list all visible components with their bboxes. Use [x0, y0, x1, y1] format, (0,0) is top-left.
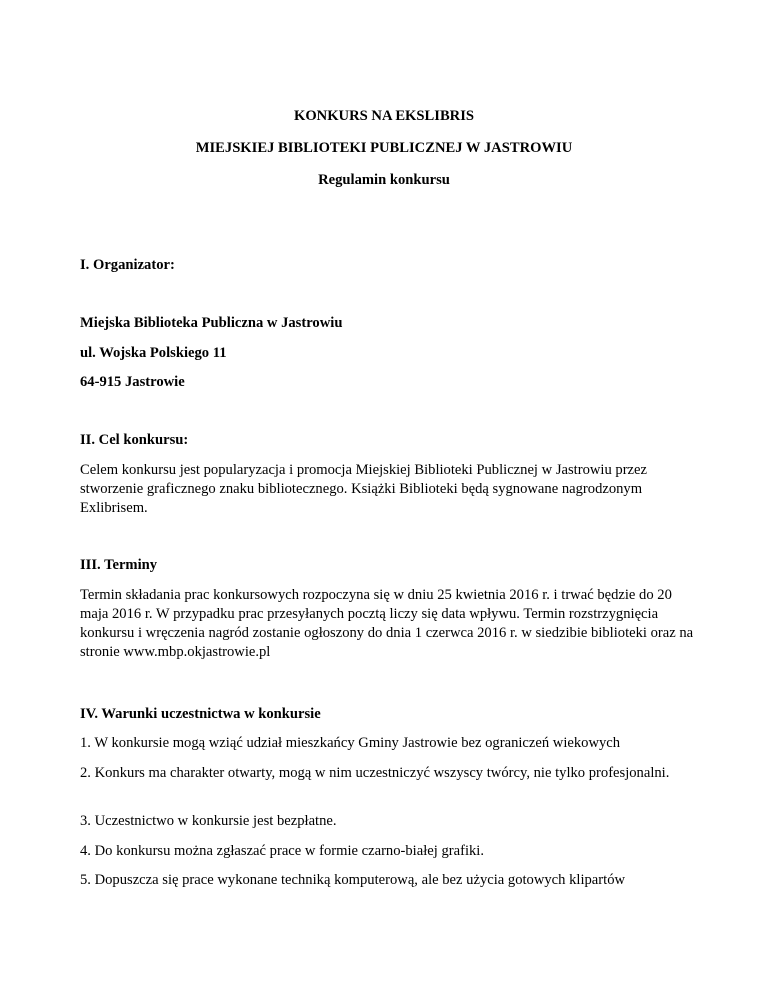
- document-title: KONKURS NA EKSLIBRIS: [293, 108, 475, 124]
- condition-item: 4. Do konkursu można zgłaszać prace w formie czarno-białej grafiki.: [80, 843, 484, 859]
- organizer-city: 64-915 Jastrowie: [80, 374, 185, 390]
- organizer-name: Miejska Biblioteka Publiczna w Jastrowiu: [80, 315, 343, 331]
- condition-item: 3. Uczestnictwo w konkursie jest bezpłatne.: [80, 813, 337, 829]
- section-heading-goal: II. Cel konkursu:: [80, 432, 189, 448]
- section-heading-dates: III. Terminy: [80, 557, 158, 573]
- dates-paragraph: Termin składania prac konkursowych rozpoczyna się w dniu 25 kwietnia 2016 r. i trwać będzie do 20 maja 2016 r. W przypadku prac przesyłanych pocztą liczy się data wpływu. Termin rozstrzygnięcia konkursu i wręczenia nagród zostanie ogłoszony do dnia 1 czerwca 2016 r. w siedzibie biblioteki oraz na stronie www.mbp.okjastrowie.pl: [80, 587, 694, 660]
- organizer-street: ul. Wojska Polskiego 11: [80, 345, 227, 361]
- section-heading-conditions: IV. Warunki uczestnictwa w konkursie: [80, 706, 321, 722]
- condition-item: 2. Konkurs ma charakter otwarty, mogą w nim uczestniczyć wszyscy twórcy, nie tylko profesjonalni.: [80, 765, 670, 781]
- document-subtitle: MIEJSKIEJ BIBLIOTEKI PUBLICZNEJ W JASTROWIU: [195, 140, 573, 156]
- document-type: Regulamin konkursu: [318, 172, 450, 188]
- condition-item: 5. Dopuszcza się prace wykonane techniką komputerową, ale bez użycia gotowych klipartów: [80, 872, 626, 888]
- condition-item: 1. W konkursie mogą wziąć udział mieszkańcy Gminy Jastrowie bez ograniczeń wiekowych: [80, 735, 621, 751]
- goal-paragraph: Celem konkursu jest popularyzacja i promocja Miejskiej Biblioteki Publicznej w Jastrowiu przez stworzenie graficznego znaku bibliotecznego. Książki Biblioteki będą sygnowane nagrodzonym Exlibrisem.: [80, 462, 647, 516]
- section-heading-organizer: I. Organizator:: [80, 257, 175, 273]
